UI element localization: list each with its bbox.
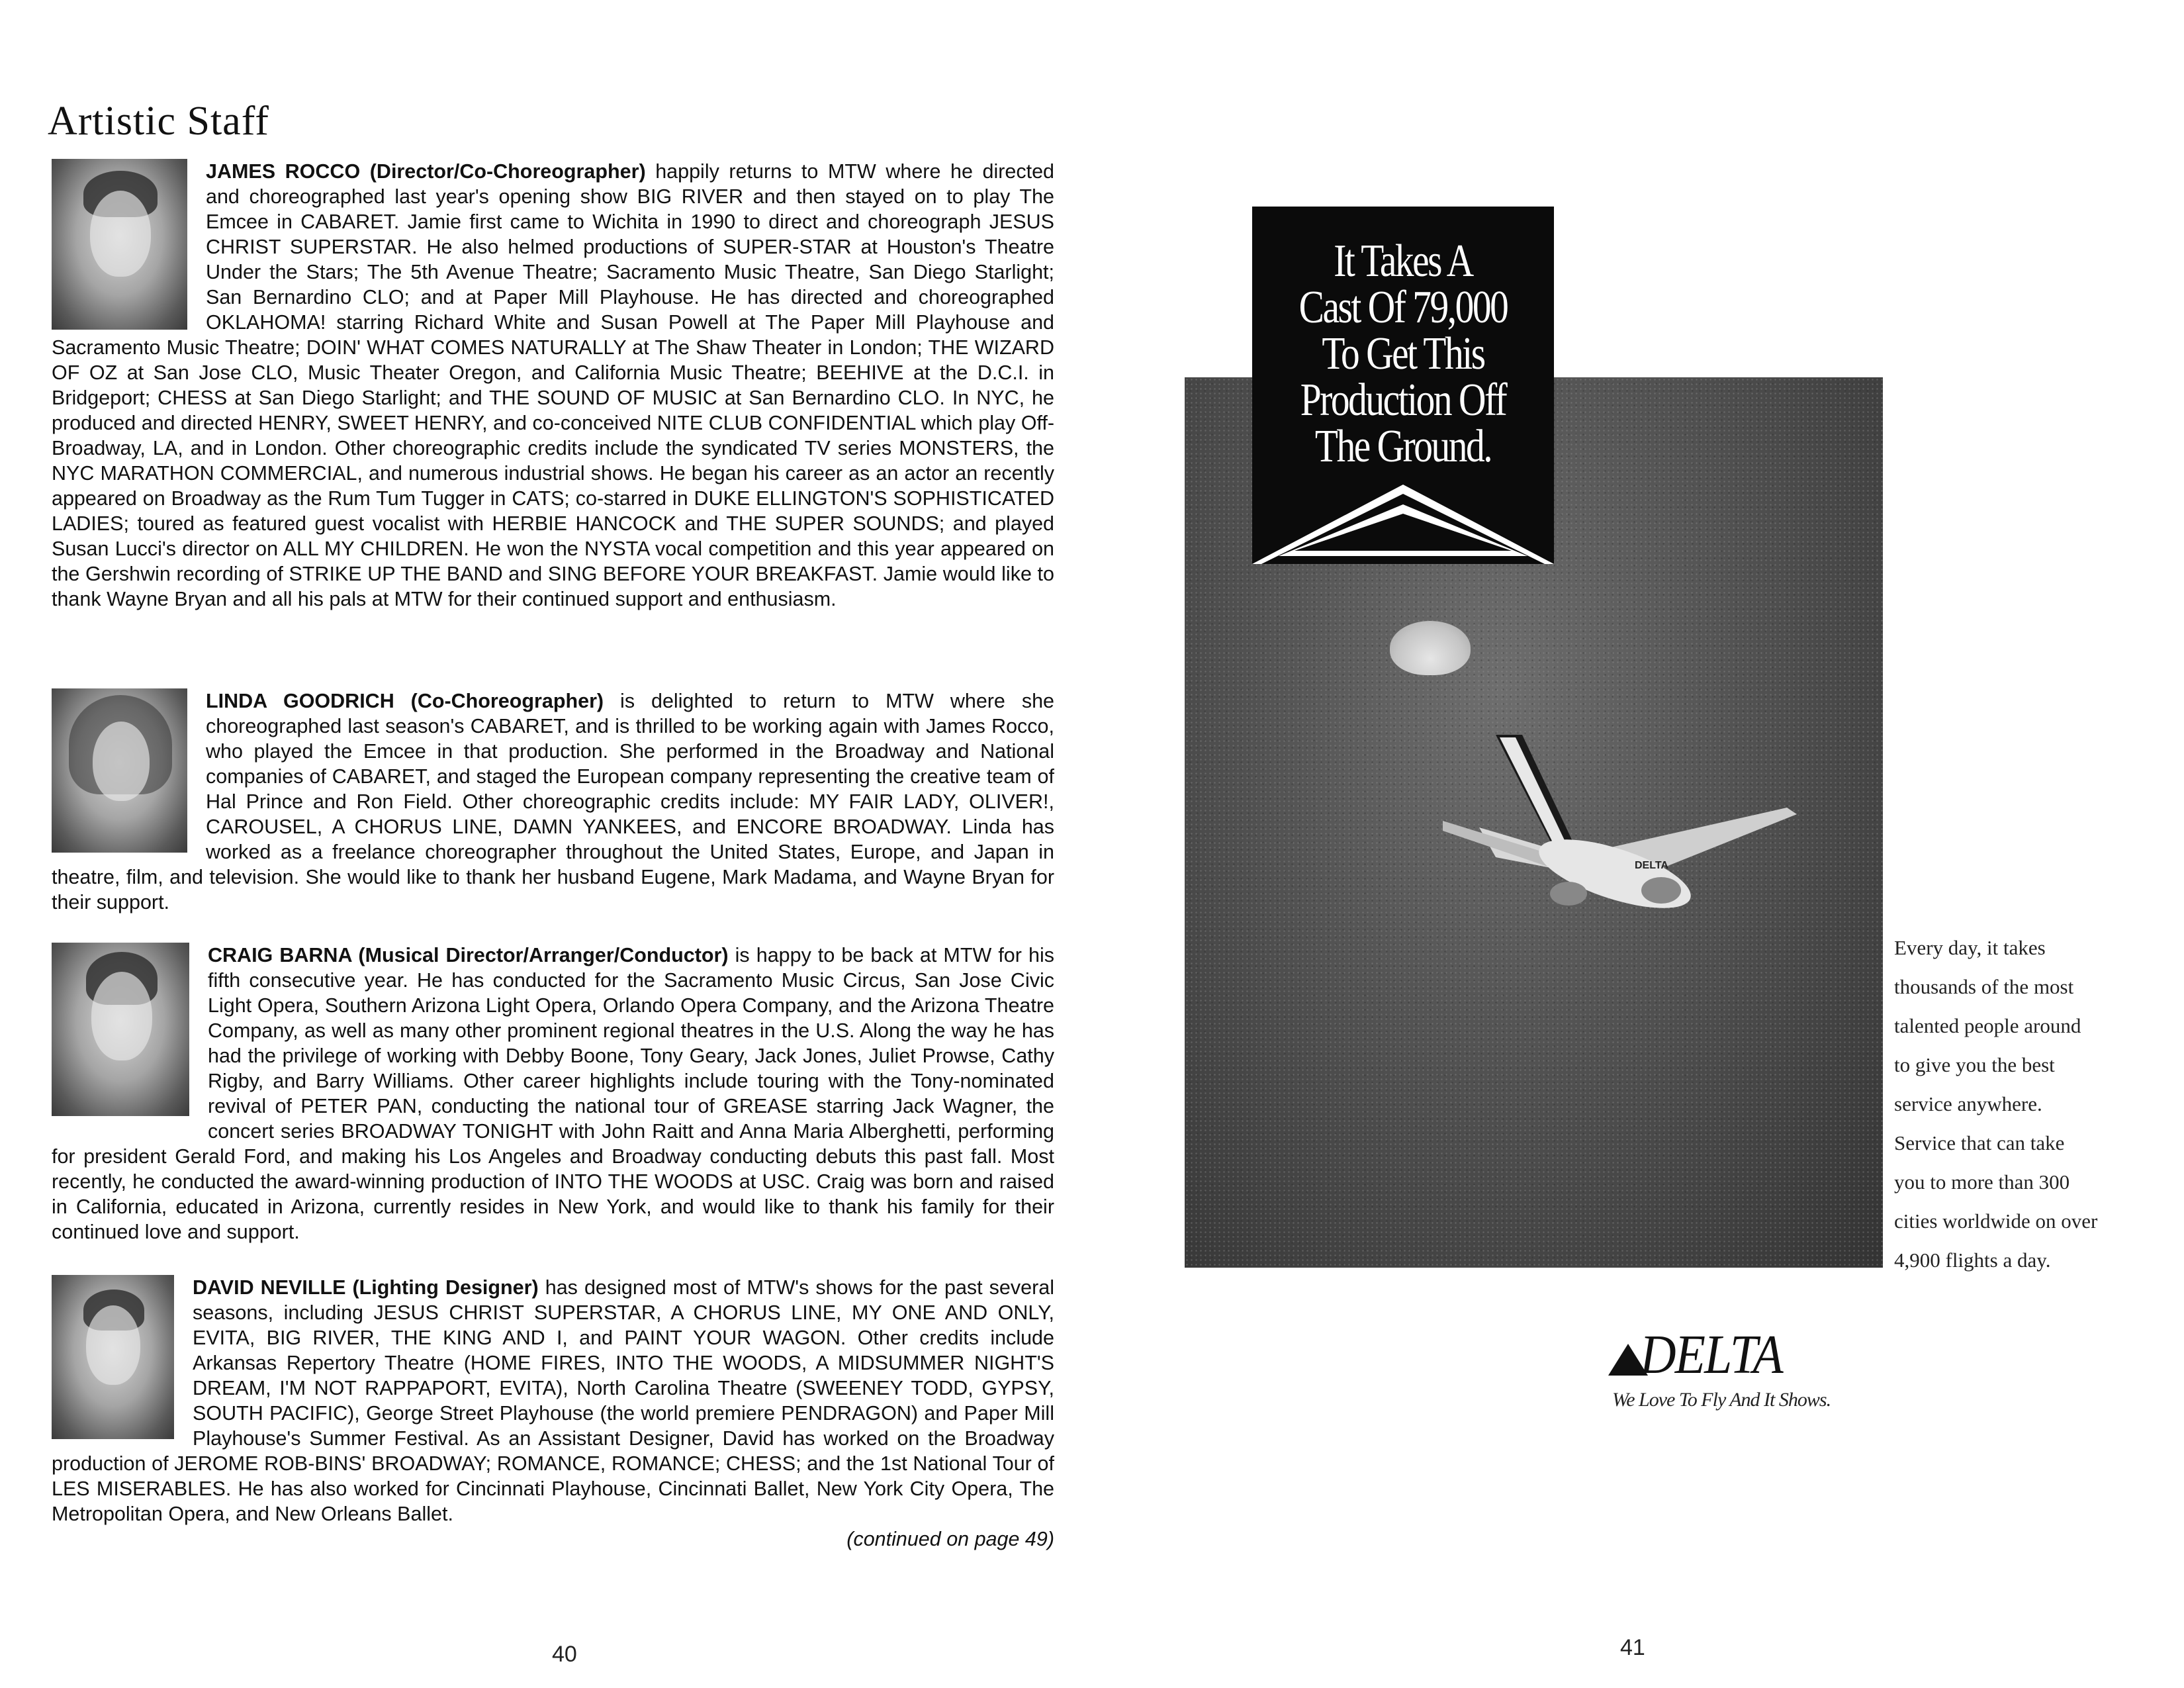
bio-text: is happy to be back at MTW for his fifth consecutive year. He has conducted for the Sacramento Music Circus, San Jose Civic Light Opera, Southern Arizona Light Opera, Orlando Opera Company, and the Arizona Theatre Company, as well as many other prominent regional theatres in the U.S. Along the way he has had the privilege of working with Debby Boone, Tony Geary, Jack Jones, Juliet Prowse, Cathy Rigby, and Barry Williams. Other career highlights include touring with the Tony-nominated revival of PETER PAN, conducting the national tour of GREASE starring Jack Wagner, the concert series BROADWAY TONIGHT with John Raitt and Anna Maria Alberghetti, performing for president Gerald Ford, and making his Los Angeles and Broadway conducting debuts this past fall. Most recently, he conducted the award-winning production of INTO THE WOODS at USC. Craig was born and raised in California, educated in Arizona, currently resides in New York, and would like to thank his family for their continued love and support.	[52, 944, 1054, 1243]
bio-david-neville	[52, 1275, 1054, 1552]
ad-copy-line: service anywhere.	[1894, 1092, 2042, 1115]
headline-line: Cast Of 79,000	[1298, 282, 1508, 333]
bio-text: is delighted to return to MTW where she choreographed last season's CABARET, and is thrilled to be working again with James Rocco, who played the Emcee in that production. She performed in the Broadway and National companies of CABARET, and staged the European company representing the creative team of Hal Prince and Ron Field. Other choreographic credits include: MY FAIR LADY, OLIVER!, CAROUSEL, A CHORUS LINE, DAMN YANKEES, and ENCORE BROADWAY. Linda has worked as a freelance choreographer throughout the United States, Europe, and Japan in theatre, film, and television. She would like to thank her husband Eugene, Mark Madama, and Wayne Bryan for their support.	[52, 690, 1055, 914]
ad-copy-line: cities worldwide on over	[1894, 1209, 2098, 1233]
brand-tagline: We Love To Fly And It Shows.	[1612, 1389, 1831, 1411]
ad-copy-line: to give you the best	[1894, 1053, 2055, 1076]
ad-headline	[1279, 238, 1527, 470]
bio-text: has designed most of MTW's shows for the past several seasons, including JESUS CHRIST SUPERSTAR, A CHORUS LINE, MY ONE AND ONLY, EVITA, BIG RIVER, THE KING AND I, and PAINT YOUR WAGON. Other credits include Arkansas Repertory Theatre (HOME FIRES, INTO THE WOODS, A MIDSUMMER NIGHT'S DREAM, I'M NOT RAPPAPORT, EVITA), North Carolina Theatre (SWEENEY TODD, GYPSY, SOUTH PACIFIC), George Street Playhouse (the world premiere PENDRAGON) and Paper Mill Playhouse's Summer Festival. As an Assistant Designer, David has worked on the Broadway production of JEROME ROB-BINS' BROADWAY; ROMANCE, ROMANCE; CHESS; and the 1st National Tour of LES MISERABLES. He has also worked for Cincinnati Playhouse, Cincinnati Ballet, New York City Opera, The Metropolitan Opera, and New Orleans Ballet.	[52, 1276, 1054, 1525]
bio-james-rocco	[52, 159, 1054, 612]
headline-line: To Get This	[1322, 328, 1484, 379]
headshot-photo	[52, 688, 187, 853]
brand-name: DELTA	[1640, 1324, 1782, 1385]
plane-livery: DELTA	[1635, 860, 1668, 871]
bio-name: JAMES ROCCO (Director/Co-Choreographer)	[206, 160, 646, 183]
ad-copy-line: Service that can take	[1894, 1131, 2065, 1154]
airplane-image	[1416, 722, 1800, 940]
bio-name: DAVID NEVILLE (Lighting Designer)	[193, 1276, 539, 1299]
headline-line: The Ground.	[1314, 421, 1492, 472]
bio-text: happily returns to MTW where he directed and choreographed last year's opening show BIG RIVER and then stayed on to play The Emcee in CABARET. Jamie first came to Wichita in 1990 to direct and choreograph JESUS CHRIST SUPERSTAR. He also helmed productions of SUPER-STAR at Houston's Theatre Under the Stars; The 5th Avenue Theatre; Sacramento Music Theatre, San Diego Starlight; San Bernardino CLO; and at Paper Mill Playhouse. He has directed and choreographed OKLAHOMA! starring Richard White and Susan Powell at The Paper Mill Playhouse and Sacramento Music Theatre; DOIN' WHAT COMES NATURALLY at The Shaw Theater in London; THE WIZARD OF OZ at San Jose CLO, Music Theater Oregon, and California Music Theatre; BEEHIVE at the D.C.I. in Bridgeport; CHESS at San Diego Starlight; and THE SOUND OF MUSIC at San Bernardino CLO. In NYC, he produced and directed HENRY, SWEET HENRY, and co-conceived NITE CLUB CONFIDENTIAL which play Off-Broadway, LA, and in London. Other choreographic credits include the syndicated TV series MONSTERS, the NYC MARATHON COMMERCIAL, and numerous industrial shows. He began his career as an actor an recently appeared on Broadway as the Rum Tum Tugger in CATS; co-starred in DUKE ELLINGTON'S SOPHISTICATED LADIES; toured as featured guest vocalist with HERBIE HANCOCK and THE SUPER SOUNDS; and played Susan Lucci's director on ALL MY CHILDREN. He won the NYSTA vocal competition and this year appeared on the Gershwin recording of STRIKE UP THE BAND and SING BEFORE YOUR BREAKFAST. Jamie would like to thank Wayne Bryan and all his pals at MTW for their continued support and enthusiasm.	[52, 160, 1054, 610]
headshot-photo	[52, 1275, 174, 1439]
bio-name: LINDA GOODRICH (Co-Choreographer)	[206, 690, 604, 712]
headshot-photo	[52, 943, 189, 1116]
section-title: Artistic Staff	[48, 99, 269, 144]
bio-craig-barna	[52, 943, 1054, 1244]
ad-copy-line: you to more than 300	[1894, 1170, 2070, 1194]
ad-body-copy	[1894, 928, 2159, 1280]
bio-linda-goodrich	[52, 688, 1054, 915]
page-number: 40	[552, 1642, 577, 1667]
headline-line: It Takes A	[1334, 236, 1473, 287]
headshot-photo	[52, 159, 187, 330]
page-number: 41	[1620, 1635, 1645, 1660]
ad-copy-line: talented people around	[1894, 1014, 2081, 1037]
moon-icon	[1390, 621, 1471, 675]
continued-note: (continued on page 49)	[846, 1528, 1054, 1550]
ad-headline-box	[1252, 207, 1554, 564]
ad-copy-line: thousands of the most	[1894, 975, 2074, 998]
ad-copy-line: 4,900 flights a day.	[1894, 1248, 2051, 1272]
chevron-widget-icon	[1252, 485, 1554, 564]
bio-name: CRAIG BARNA (Musical Director/Arranger/Conductor)	[208, 944, 729, 966]
ad-copy-line: Every day, it takes	[1894, 936, 2046, 959]
headline-line: Production Off	[1300, 375, 1506, 426]
